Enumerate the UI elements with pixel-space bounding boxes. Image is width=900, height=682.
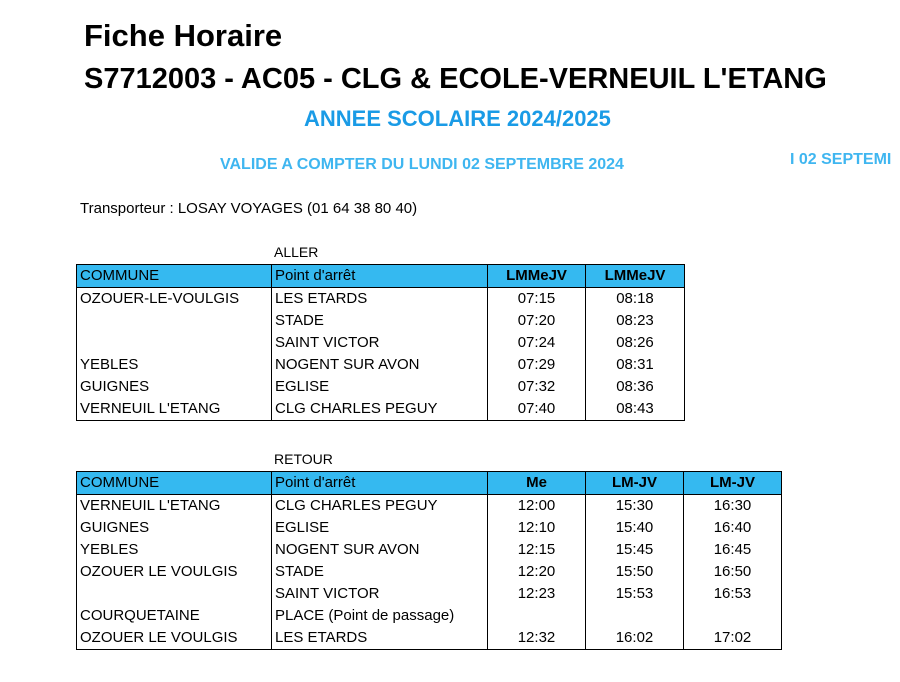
- time-cell: 17:02: [684, 627, 782, 650]
- time-cell: 16:30: [684, 495, 782, 518]
- aller-timetable: [76, 264, 685, 421]
- stop-cell: LES ETARDS: [272, 627, 488, 650]
- time-cell: 15:53: [586, 583, 684, 605]
- column-header: Point d'arrêt: [272, 265, 488, 288]
- stop-cell: EGLISE: [272, 376, 488, 398]
- table-row: [77, 539, 782, 561]
- column-header: LMMeJV: [488, 265, 586, 288]
- commune-cell: [77, 332, 272, 354]
- column-header: Me: [488, 472, 586, 495]
- commune-cell: [77, 310, 272, 332]
- commune-cell: [77, 583, 272, 605]
- time-cell: 16:45: [684, 539, 782, 561]
- aller-label: ALLER: [274, 244, 319, 260]
- time-cell: 07:32: [488, 376, 586, 398]
- time-cell: 07:29: [488, 354, 586, 376]
- time-cell: 07:24: [488, 332, 586, 354]
- commune-cell: OZOUER LE VOULGIS: [77, 561, 272, 583]
- school-year: ANNEE SCOLAIRE 2024/2025: [304, 106, 611, 131]
- commune-cell: OZOUER-LE-VOULGIS: [77, 288, 272, 311]
- aller-header-row: [77, 265, 685, 288]
- time-cell: 15:40: [586, 517, 684, 539]
- time-cell: [586, 605, 684, 627]
- stop-cell: EGLISE: [272, 517, 488, 539]
- stop-cell: NOGENT SUR AVON: [272, 354, 488, 376]
- commune-cell: GUIGNES: [77, 517, 272, 539]
- commune-cell: GUIGNES: [77, 376, 272, 398]
- commune-cell: OZOUER LE VOULGIS: [77, 627, 272, 650]
- line-title: S7712003 - AC05 - CLG & ECOLE-VERNEUIL L'ETANG: [84, 63, 827, 95]
- time-cell: [488, 605, 586, 627]
- table-row: [77, 495, 782, 518]
- retour-header-row: [77, 472, 782, 495]
- time-cell: 08:31: [586, 354, 685, 376]
- stop-cell: CLG CHARLES PEGUY: [272, 495, 488, 518]
- table-row: [77, 605, 782, 627]
- table-row: [77, 354, 685, 376]
- commune-cell: COURQUETAINE: [77, 605, 272, 627]
- time-cell: 16:50: [684, 561, 782, 583]
- commune-cell: YEBLES: [77, 354, 272, 376]
- column-header: LM-JV: [684, 472, 782, 495]
- retour-timetable: [76, 471, 782, 650]
- time-cell: 15:45: [586, 539, 684, 561]
- time-cell: 12:20: [488, 561, 586, 583]
- table-row: [77, 398, 685, 421]
- time-cell: 16:53: [684, 583, 782, 605]
- table-row: [77, 376, 685, 398]
- table-row: [77, 517, 782, 539]
- column-header: LM-JV: [586, 472, 684, 495]
- table-row: [77, 310, 685, 332]
- column-header: LMMeJV: [586, 265, 685, 288]
- time-cell: 12:32: [488, 627, 586, 650]
- table-row: [77, 288, 685, 311]
- column-header: Point d'arrêt: [272, 472, 488, 495]
- stop-cell: PLACE (Point de passage): [272, 605, 488, 627]
- validity-notice: VALIDE A COMPTER DU LUNDI 02 SEPTEMBRE 2024: [220, 156, 624, 173]
- time-cell: 16:02: [586, 627, 684, 650]
- commune-cell: VERNEUIL L'ETANG: [77, 398, 272, 421]
- time-cell: 08:18: [586, 288, 685, 311]
- time-cell: 08:36: [586, 376, 685, 398]
- validity-notice-clipped: I 02 SEPTEMI: [790, 151, 892, 168]
- commune-cell: YEBLES: [77, 539, 272, 561]
- column-header: COMMUNE: [77, 472, 272, 495]
- column-header: COMMUNE: [77, 265, 272, 288]
- retour-label: RETOUR: [274, 451, 333, 467]
- time-cell: 15:30: [586, 495, 684, 518]
- stop-cell: LES ETARDS: [272, 288, 488, 311]
- time-cell: 12:00: [488, 495, 586, 518]
- commune-cell: VERNEUIL L'ETANG: [77, 495, 272, 518]
- page-title: Fiche Horaire: [84, 18, 283, 53]
- time-cell: [684, 605, 782, 627]
- time-cell: 08:23: [586, 310, 685, 332]
- stop-cell: NOGENT SUR AVON: [272, 539, 488, 561]
- time-cell: 12:10: [488, 517, 586, 539]
- stop-cell: CLG CHARLES PEGUY: [272, 398, 488, 421]
- time-cell: 15:50: [586, 561, 684, 583]
- table-row: [77, 627, 782, 650]
- stop-cell: SAINT VICTOR: [272, 332, 488, 354]
- time-cell: 07:40: [488, 398, 586, 421]
- time-cell: 16:40: [684, 517, 782, 539]
- time-cell: 08:26: [586, 332, 685, 354]
- stop-cell: STADE: [272, 561, 488, 583]
- stop-cell: STADE: [272, 310, 488, 332]
- stop-cell: SAINT VICTOR: [272, 583, 488, 605]
- time-cell: 12:15: [488, 539, 586, 561]
- carrier-info: Transporteur : LOSAY VOYAGES (01 64 38 80 40): [80, 200, 418, 217]
- time-cell: 12:23: [488, 583, 586, 605]
- time-cell: 07:15: [488, 288, 586, 311]
- time-cell: 08:43: [586, 398, 685, 421]
- table-row: [77, 332, 685, 354]
- table-row: [77, 583, 782, 605]
- table-row: [77, 561, 782, 583]
- time-cell: 07:20: [488, 310, 586, 332]
